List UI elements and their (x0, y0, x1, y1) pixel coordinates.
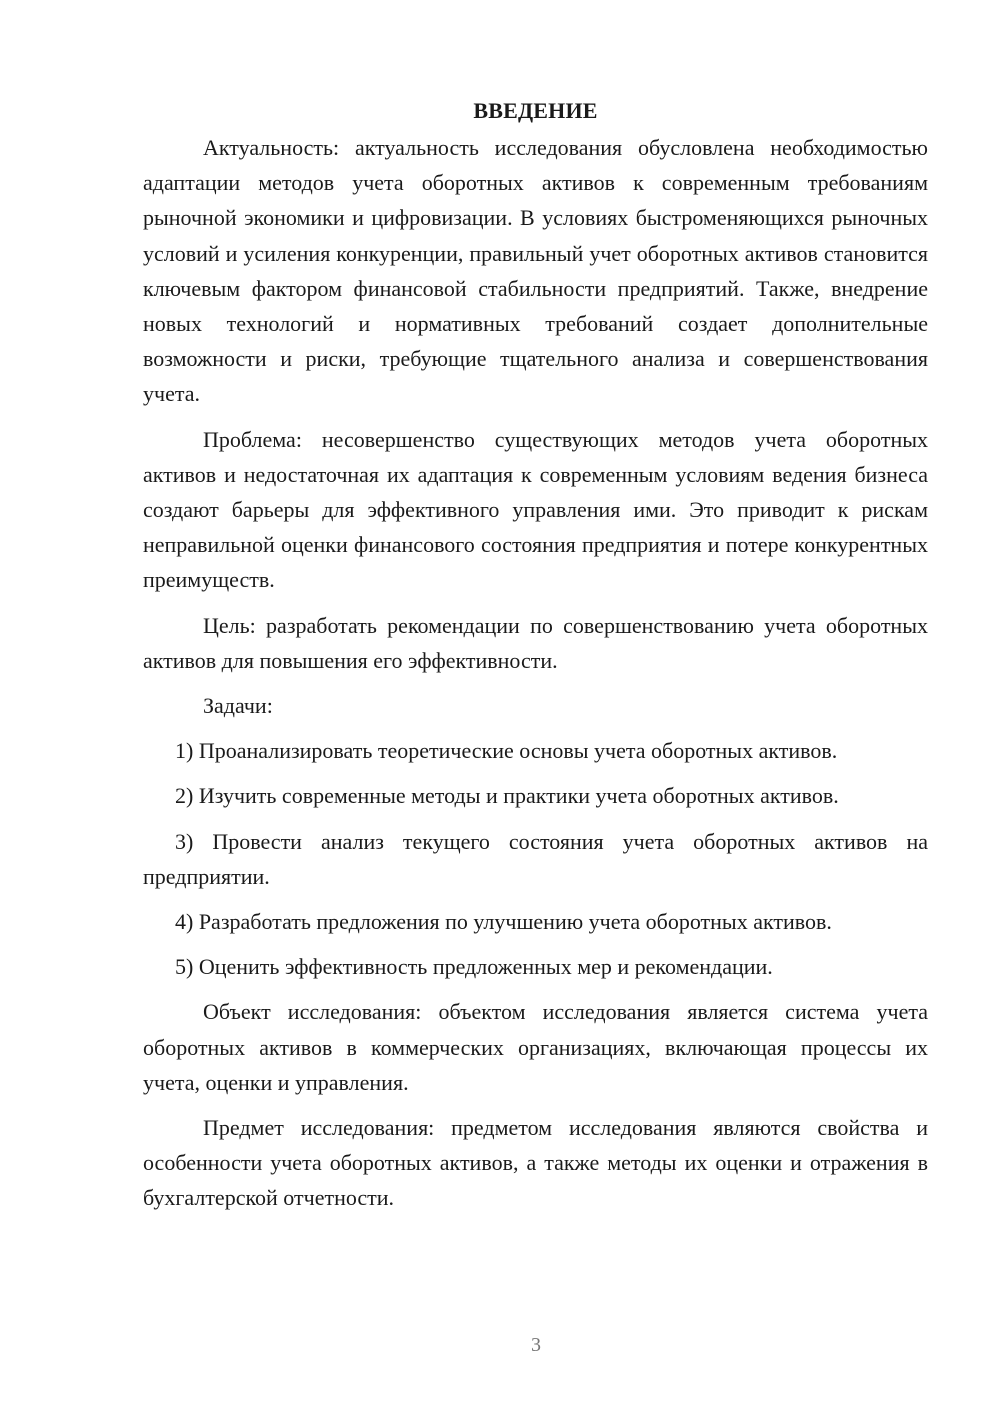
task-item-2: 2) Изучить современные методы и практики учета оборотных активов. (175, 783, 839, 809)
relevance-paragraph: Актуальность: актуальность исследования обусловлена необходимостью адаптации методов учета оборотных активов к современным требованиям рыночной экономики и цифровизации. В условиях быстроменяющихся рыночных условий и усиления конкуренции, правильный учет оборотных активов становится ключевым фактором финансовой стабильности предприятий. Также, внедрение новых технологий и нормативных требований создает дополнительные возможности и риски, требующие тщательного анализа и совершенствования учета. (143, 135, 928, 407)
goal-paragraph: Цель: разработать рекомендации по совершенствованию учета оборотных активов для повышения его эффективности. (143, 612, 928, 673)
task-item-1: 1) Проанализировать теоретические основы учета оборотных активов. (175, 738, 838, 764)
task-item-3: 3) Провести анализ текущего состояния учета оборотных активов на предприятии. (143, 828, 928, 889)
subject-paragraph: Предмет исследования: предметом исследования являются свойства и особенности учета оборотных активов, а также методы их оценки и отражения в бухгалтерской отчетности. (143, 1115, 928, 1211)
tasks-heading: Задачи: (203, 693, 273, 719)
document-page (143, 96, 928, 1216)
task-item-5: 5) Оценить эффективность предложенных мер и рекомендации. (175, 954, 773, 980)
page-title: ВВЕДЕНИЕ (473, 98, 598, 123)
problem-paragraph: Проблема: несовершенство существующих методов учета оборотных активов и недостаточная их адаптация к современным условиям ведения бизнеса создают барьеры для эффективного управления ими. Это приводит к рискам неправильной оценки финансового состояния предприятия и потере конкурентных преимуществ. (143, 426, 928, 593)
object-paragraph: Объект исследования: объектом исследования является система учета оборотных активов в коммерческих организациях, включающая процессы их учета, оценки и управления. (143, 999, 928, 1095)
page-number: 3 (531, 1334, 541, 1356)
task-item-4: 4) Разработать предложения по улучшению учета оборотных активов. (175, 909, 832, 935)
